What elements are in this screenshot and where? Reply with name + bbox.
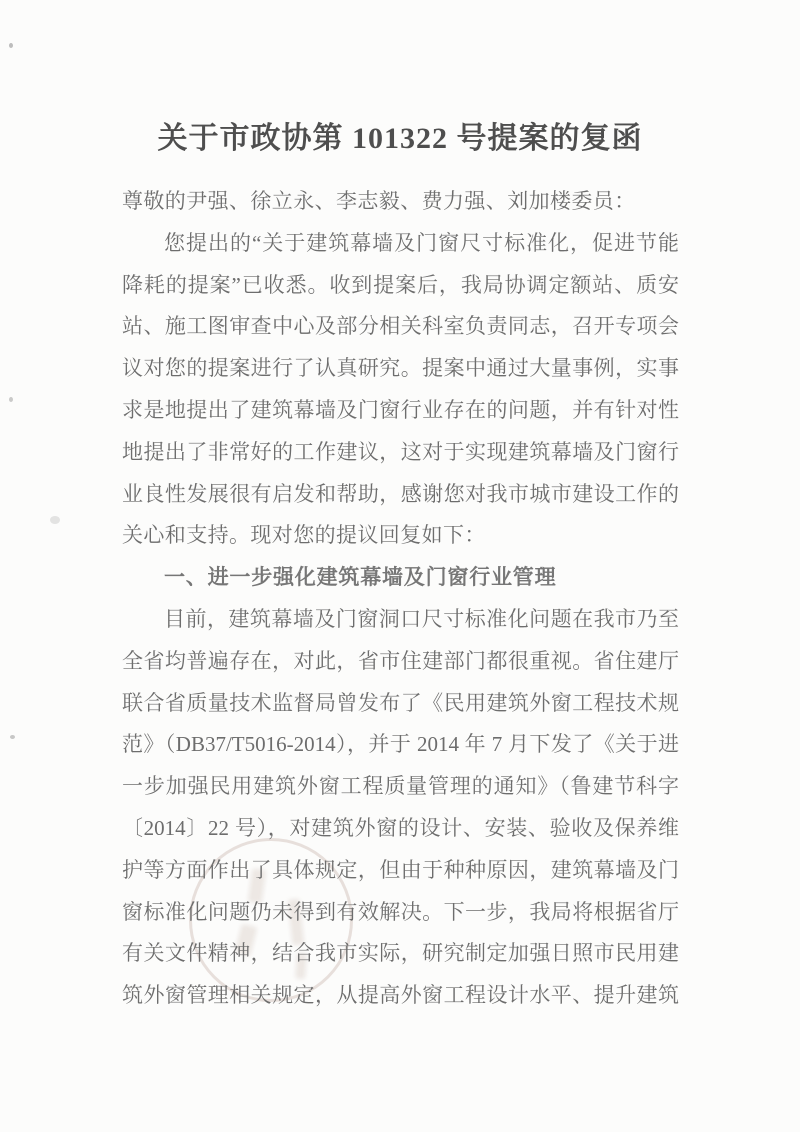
- text-line: 降耗的提案”已收悉。收到提案后，我局协调定额站、质安: [122, 272, 679, 297]
- text-line: 关心和支持。现对您的提议回复如下：: [122, 523, 486, 548]
- scan-speck: [50, 516, 60, 524]
- text-line: 求是地提出了建筑幕墙及门窗行业存在的问题，并有针对性: [122, 397, 679, 422]
- text-line: 地提出了非常好的工作建议，这对于实现建筑幕墙及门窗行: [122, 439, 679, 464]
- text-line: 目前，建筑幕墙及门窗洞口尺寸标准化问题在我市乃至: [164, 606, 679, 631]
- text-line: 范》（DB37/T5016-2014），并于 2014 年 7 月下发了《关于进: [122, 732, 679, 757]
- text-line: 一步加强民用建筑外窗工程质量管理的通知》（鲁建节科字: [122, 774, 679, 799]
- section-heading: 一、进一步强化建筑幕墙及门窗行业管理: [164, 566, 557, 590]
- document-title: 关于市政协第 101322 号提案的复函: [157, 122, 643, 155]
- text-line: 业良性发展很有启发和帮助，感谢您对我市城市建设工作的: [122, 481, 679, 506]
- scan-speck: [9, 397, 13, 402]
- salutation-line: 尊敬的尹强、徐立永、李志毅、费力强、刘加楼委员：: [122, 189, 636, 213]
- text-line: 有关文件精神，结合我市实际，研究制定加强日照市民用建: [122, 941, 679, 966]
- text-line: 全省均普遍存在，对此，省市住建部门都很重视。省住建厅: [122, 648, 679, 673]
- text-line: 护等方面作出了具体规定，但由于种种原因，建筑幕墙及门: [122, 857, 679, 882]
- text-line: 〔2014〕22 号），对建筑外窗的设计、安装、验收及保养维: [122, 815, 679, 840]
- text-line: 您提出的“关于建筑幕墙及门窗尺寸标准化，促进节能: [164, 230, 679, 255]
- text-line: 议对您的提案进行了认真研究。提案中通过大量事例，实事: [122, 356, 679, 381]
- scan-speck: [10, 735, 15, 739]
- text-line: 筑外窗管理相关规定，从提高外窗工程设计水平、提升建筑: [122, 983, 679, 1008]
- text-line: 站、施工图审查中心及部分相关科室负责同志，召开专项会: [122, 314, 679, 339]
- text-line: 联合省质量技术监督局曾发布了《民用建筑外窗工程技术规: [122, 690, 679, 715]
- scan-speck: [9, 43, 13, 48]
- document-body: [122, 181, 679, 1017]
- text-line: 窗标准化问题仍未得到有效解决。下一步，我局将根据省厅: [122, 899, 679, 924]
